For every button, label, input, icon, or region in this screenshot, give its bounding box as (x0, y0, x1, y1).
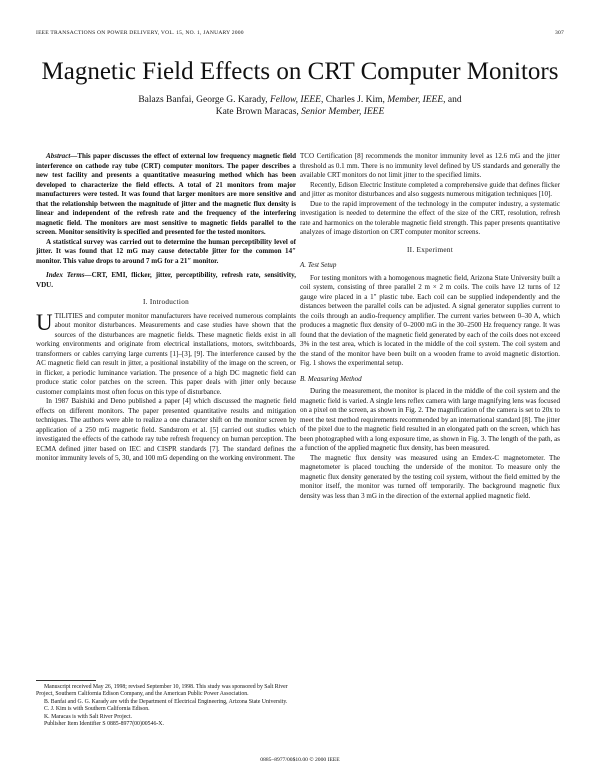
intro-paragraph-2: In 1987 Baishiki and Deno published a paper [4] which discussed the magnetic field effects on different monitors. The paper presented quantitative results and mitigation techniques. The authors were able to realize a one character shift on the monitor screen by application of a 250 mG magnetic field. Sandstrom et al. [5] carried out studies which investigated the effects of the cathode ray tube refresh frequency on human perception. The ECMA defined jitter based on IEC and CISPR standards [7]. The standard defines the monitor immunity levels of 5, 30, and 100 mG depending on the working environment. The (36, 397, 296, 462)
abstract (36, 152, 296, 266)
index-terms-lead: Index Terms— (46, 271, 92, 279)
intro-text-1: TILITIES and computer monitor manufacturers have received numerous complaints about monitor disturbances. Measurements and case studies have shown that the sources of the disturbances are magnetic fields. These magnetic fields exist in all working environments and originate from electrical installations, motors, switchboards, transformers or cables carrying large currents [1]–[3], [9]. The interference caused by the AC magnetic field can result in jitter, a positional instability of the image on the screen, or in flicker, a periodic luminance variation. The presence of a high DC magnetic field can produce static color patches on the screen. This paper deals with jitter only because customer complaints most often focus on this type of disturbance. (36, 311, 296, 396)
footnote-manuscript: Manuscript received May 26, 1998; revised September 10, 1998. This study was sponsored by Salt River Project, Southern California Edison Company, and the American Public Power Association. (36, 684, 288, 698)
right-paragraph-3: Due to the rapid improvement of the technology in the computer industry, a systematic investigation is needed to determine the effect of the size of the CRT, resolution, refresh rate and harmonics on the tolerable magnetic field strength. This paper presents quantitative analyzes of image distortion on CRT computer monitor screens. (300, 199, 560, 236)
measuring-method-paragraph-2: The magnetic flux density was measured using an Emdex-C magnetometer. The magnetometer is placed touching the underside of the monitor. To measure only the magnetic flux density generated by the testing coil system, without the field emitted by the monitor itself, the monitor was turned off temporarily. The background magnetic flux density was less than 3 mG in the direction of the external applied magnetic field. (300, 453, 560, 500)
author-names-1: Balazs Banfai, George G. Karady, (138, 95, 270, 105)
right-paragraph-2: Recently, Edison Electric Institute completed a comprehensive guide that defines flicker and jitter as monitor disturbances and also suggests numerous mitigation techniques [10]. (300, 180, 560, 198)
footnotes (36, 680, 296, 728)
author-sep-1: , Charles J. Kim, (321, 95, 388, 105)
author-sep-2: , and (443, 95, 462, 105)
subsection-test-setup: A. Test Setup (300, 261, 337, 269)
abstract-text-1: This paper discusses the effect of external low frequency magnetic field interference on cathode ray tube (CRT) computer monitors. The paper describes a new test facility and presents a quantitative measuring method which has been developed to characterize the field effects. A total of 21 monitors from major manufacturers were tested. It was found that larger monitors are more sensitive and that the relationship between the magnitude of jitter and the magnetic flux density is linear and independent of the refresh rate and the frequency of the interfering magnetic field. The monitors are most sensitive to magnetic fields parallel to the screen. Monitor sensitivity is specified and presented for the tested monitors. (36, 152, 296, 236)
footnote-affiliation-3: K. Maracas is with Salt River Project. (44, 713, 132, 720)
section-heading-introduction: I. Introduction (142, 298, 190, 306)
abstract-paragraph-1 (36, 152, 296, 238)
footnote-affiliation-1: B. Banfai and G. G. Karady are with the Department of Electrical Engineering, Arizona State University. (44, 698, 288, 705)
journal-header: IEEE TRANSACTIONS ON POWER DELIVERY, VOL. 15, NO. 1, JANUARY 2000 (36, 30, 244, 36)
page-number: 307 (555, 30, 564, 36)
subsection-measuring-method: B. Measuring Method (300, 374, 362, 383)
footnote-affiliation-2: C. J. Kim is with Southern California Edison. (44, 706, 150, 713)
running-head (36, 30, 564, 36)
senior-member-title: Senior Member, IEEE (301, 107, 385, 117)
test-setup-paragraph: For testing monitors with a homogenous magnetic field, Arizona State University built a coil system, consisting of three parallel 2 m × 2 m coils. The coils have 12 turns of 12 gauge wire placed in a 1″ plastic tube. Each coil can be supplied independently and the distances between the parallel coils can be adjusted. A signal generator supplies current to the coils through an audio-frequency amplifier. The current varies between 0–30 A, which produces a magnetic flux density of 0–2000 mG in the 30–2500 Hz frequency range. It was found that the deviation of the magnetic field generated by each of the coils does not exceed 3% in the test area, which is located in the middle of the coil system. The coil system and the stand of the monitor have been built on a wooden frame to avoid magnetic distortion. Fig. 1 shows the experimental setup. (300, 273, 560, 367)
member-title: Member, IEEE (387, 95, 444, 105)
abstract-lead: Abstract— (46, 152, 78, 160)
copyright-footer: 0885–8977/00$10.00 © 2000 IEEE (260, 757, 340, 763)
fellow-title: Fellow, IEEE (269, 95, 321, 105)
index-terms (36, 271, 296, 290)
right-paragraph-1: TCO Certification [8] recommends the monitor immunity level as 12.6 mG and the jitter threshold as 0.1 mm. There is no immunity level defined by US standards and generally the available CRT monitors do not limit jitter to the specified limits. (300, 152, 560, 179)
measuring-method-paragraph-1: During the measurement, the monitor is placed in the middle of the coil system and the magnetic field is varied. A single lens reflex camera with large magnifying lens was focused on a pixel on the screen, as shown in Fig. 2. The magnification of the camera is set to 20x to meet the test method requirements recommended by an international standard [8]. The jitter of the pixel due to the magnetic field resulted in an elongated path on the screen, which has been photographed with a long exposure time, as shown in Fig. 3. The length of the path, as a function of the applied magnetic flux density, has been measured. (300, 387, 560, 452)
footnote-publisher-id: Publisher Item Identifier S 0885-8977(00)00546-X. (44, 721, 164, 728)
right-column (300, 152, 560, 501)
author-block (90, 94, 510, 118)
left-column (36, 152, 296, 464)
paper-title: Magnetic Field Effects on CRT Computer Monitors (41, 58, 559, 85)
index-terms-text: CRT, EMI, flicker, jitter, perceptibility, refresh rate, sensitivity, VDU. (36, 271, 296, 289)
section-heading-experiment: II. Experiment (406, 245, 454, 254)
footnote-rule (36, 680, 96, 681)
abstract-paragraph-2: A statistical survey was carried out to determine the human perceptibility level of jitter. It was found that 12 mG may cause detectable jitter for the common 14″ monitor. This value drops to around 7 mG for a 21″ monitor. (36, 237, 296, 265)
drop-cap: U (36, 309, 53, 335)
author-names-2: Kate Brown Maracas, (215, 107, 302, 117)
intro-paragraph-1 (36, 309, 296, 398)
